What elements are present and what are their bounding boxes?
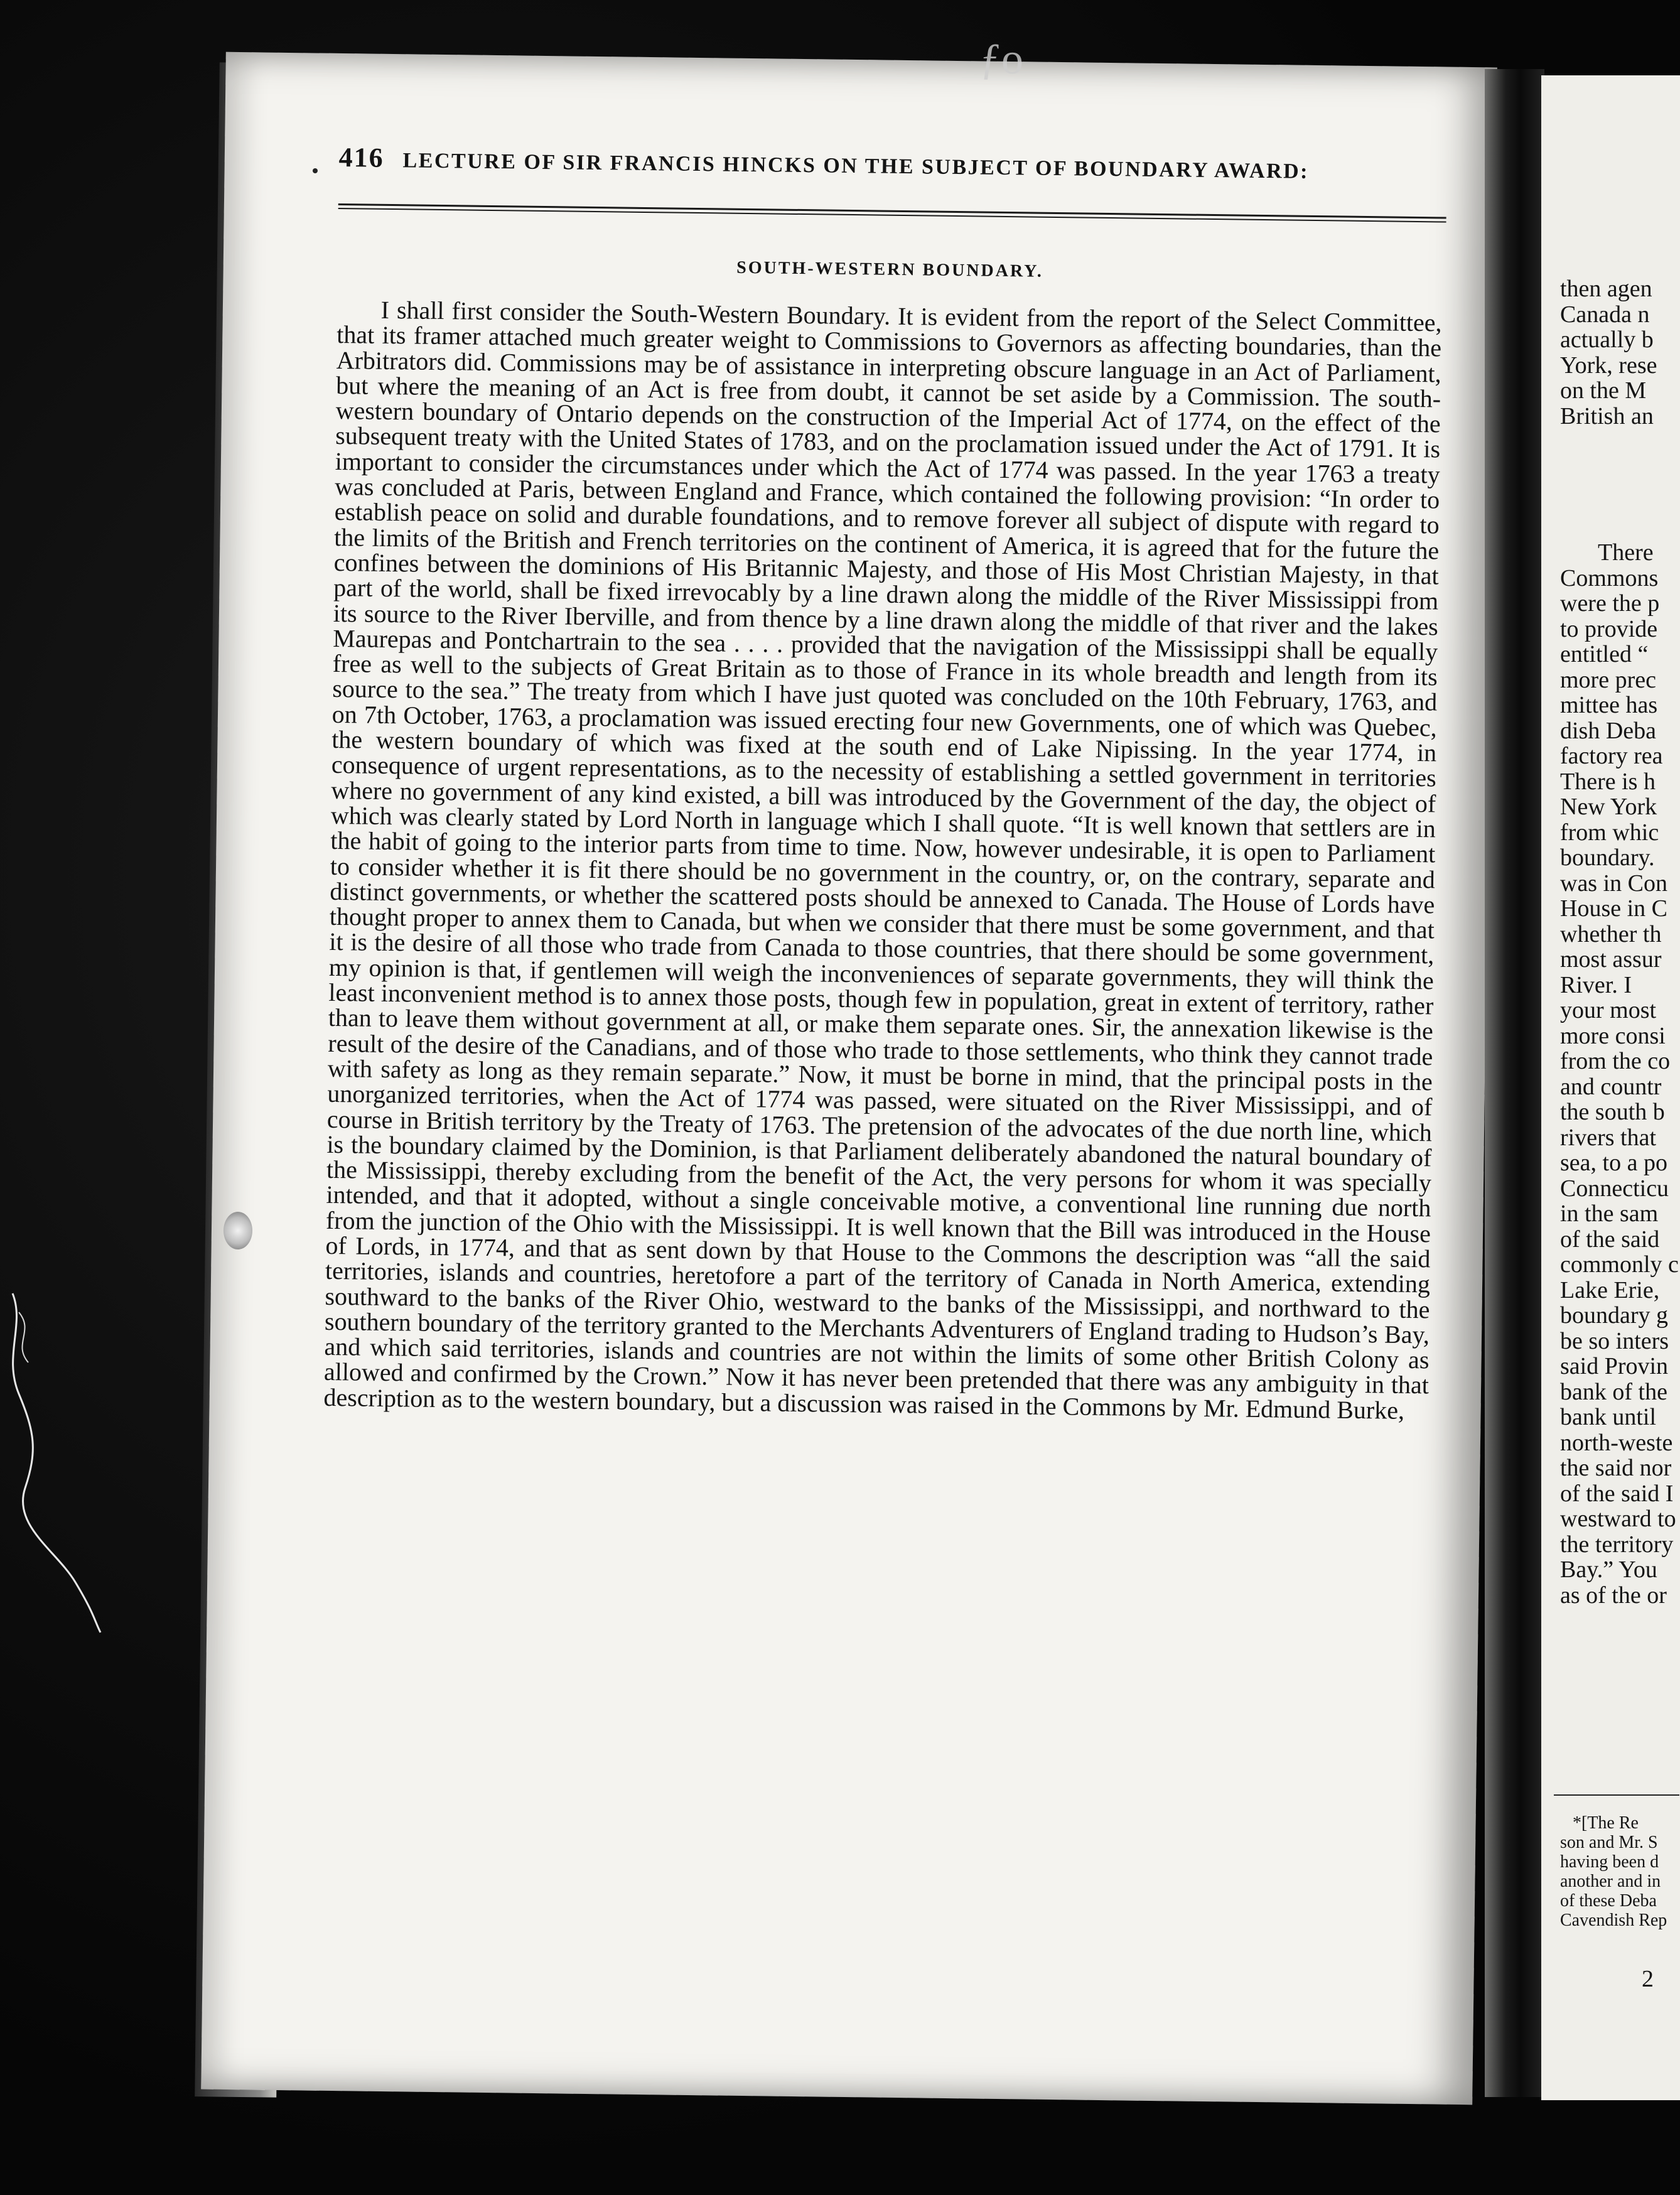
right-line: were the p [1560, 590, 1660, 617]
running-head-title: LECTURE OF SIR FRANCIS HINCKS ON THE SUBJECT OF BOUNDARY AWARD: [402, 149, 1310, 183]
right-line: boundary. [1560, 844, 1655, 871]
right-line: There [1598, 539, 1654, 566]
footnote-line: *[The Re [1573, 1813, 1639, 1833]
page-number: 416 [338, 141, 384, 173]
right-line: Bay.” You [1560, 1556, 1657, 1583]
right-line: most assur [1560, 946, 1662, 973]
right-line: of the said [1560, 1226, 1660, 1253]
book-gutter [1485, 69, 1544, 2097]
right-line: Connecticu [1560, 1175, 1669, 1202]
binding-hole [223, 1212, 252, 1249]
right-line: York, rese [1560, 352, 1657, 379]
scan-scratch-artifact: ƒo [979, 35, 1023, 84]
right-line: factory rea [1560, 743, 1663, 769]
right-line: the said nor [1560, 1455, 1672, 1481]
footnote-line: son and Mr. S [1560, 1833, 1658, 1852]
right-line: bank of the [1560, 1378, 1667, 1405]
right-page-main-lines [1560, 540, 1679, 1608]
right-line: Canada n [1560, 301, 1650, 328]
right-line: bank until [1560, 1404, 1657, 1430]
right-line: from whic [1560, 819, 1659, 846]
right-line: on the M [1560, 377, 1647, 404]
footnote-line: another and in [1560, 1872, 1661, 1891]
right-line: more consi [1560, 1022, 1666, 1049]
right-line: then agen [1560, 276, 1652, 302]
right-line: in the sam [1560, 1200, 1659, 1227]
right-line: and countr [1560, 1073, 1662, 1100]
right-line: Commons [1560, 564, 1659, 591]
right-line: sea, to a po [1560, 1150, 1667, 1176]
footnote-line: Cavendish Rep [1560, 1911, 1667, 1930]
page-content [323, 141, 1444, 1423]
right-line: actually b [1560, 326, 1654, 353]
header-double-rule [338, 203, 1446, 223]
right-line: as of the or [1560, 1582, 1667, 1609]
right-line: dish Deba [1560, 717, 1657, 744]
right-page-top-lines [1560, 276, 1657, 429]
footnote-line: of these Deba [1560, 1891, 1657, 1911]
right-page-fragment [1541, 75, 1680, 2100]
footnote-rule [1554, 1794, 1679, 1796]
right-line: New York [1560, 794, 1657, 820]
right-line: more prec [1560, 666, 1656, 693]
body-paragraph: I shall first consider the South-Western Boundary. It is evident from the report of the Select Committee, that its framer attached much greater weight to Commissions to Governors as affecting boundaries, than the Arbitrators did. Commissions may be of assistance in interpreting obscure language in an Act of Parliament, but where the meaning of an Act is free from doubt, it cannot be set aside by a Commission. The south-western boundary of Ontario depends on the construction of the Imperial Act of 1774, on the effect of the subsequent treaty with the United States of 1783, and on the proclamation issued under the Act of 1791. It is important to consider the circumstances under which the Act of 1774 was passed. In the year 1763 a treaty was concluded at Paris, between England and France, which contained the following provision: “In order to establish peace on solid and durable foundations, and to remove forever all subject of dispute with regard to the limits of the British and French territories on the continent of America, it is agreed that for the future the confines between the dominions of His Britannic Majesty, and those of His Most Christian Majesty, in that part of the world, shall be fixed irrevocably by a line drawn along the middle of the River Mississippi from its source to the River Iberville, and from thence by a line drawn along the middle of that river and the lakes Maurepas and Pontchartrain to the sea . . . . provided that the navigation of the Mississippi shall be equally free as well to the subjects of Great Britain as to those of France in its whole breadth and length from its source to the sea.” The treaty from which I have just quoted was concluded on the 10th February, 1763, and on 7th October, 1763, a proclamation was issued erecting four new Governments, one of which was Quebec, the western boundary of which was fixed at the south end of Lake Nipissing. In the year 1774, in consequence of urgent representations, as to the necessity of establishing a settled government in territories where no government of any kind existed, a bill was introduced by the Government of the day, the object of which was clearly stated by Lord North in language which I shall quote. “It is well known that settlers are in the habit of going to the interior parts from time to time. Now, however undesirable, it is open to Parliament to consider whether it is fit there should be no government in the country, or, on the contrary, separate and distinct governments, or whether the scattered posts should be annexed to Canada. The House of Lords have thought proper to annex them to Canada, but when we consider that there must be some government, and that it is the desire of all those who trade from Canada to those countries, that there should be some government, my opinion is that, if gentlemen will weigh the inconveniences of separate governments, they will think the least inconvenient method is to annex those posts, though few in population, great in extent of territory, rather than to leave them without government at all, or make them separate ones. Sir, the annexation likewise is the result of the desire of the Canadians, and of those who trade to those settlements, who think they cannot trade with safety as long as they remain separate.” Now, it must be borne in mind, that the principal posts in the unorganized territories, when the Act of 1774 was passed, were situated on the River Mississippi, and of course in British territory by the Treaty of 1763. The pretension of the advocates of the due north line, which is the boundary claimed by the Dominion, is that Parliament deliberately abandoned the natural boundary of the Mississippi, thereby excluding from the benefit of the Act, the very persons for whom it was specially intended, and that it adopted, without a single conceivable motive, a conventional line running due north from the junction of the Ohio with the Mississippi. It is well known that the Bill was introduced in the House of Lords, in 1774, and that as sent down by that House to the Commons the description was “all the said territories, islands and countries, heretofore a part of the territory of Canada in North America, extending southward to the banks of the River Ohio, westward to the banks of the Mississippi, and northward to the southern boundary of the territory granted to the Merchants Adventurers of England trading to Hudson’s Bay, and which said territories, islands and countries are not within the limits of some other British Colony as allowed and confirmed by the Crown.” Now it has never been pretended that there was any ambiguity in that description as to the western boundary, but a discussion was raised in the Commons by Mr. Edmund Burke, [323, 295, 1442, 1425]
right-line: Lake Erie, [1560, 1276, 1660, 1303]
right-page-footnote [1560, 1813, 1667, 1930]
right-line: north-weste [1560, 1429, 1673, 1456]
right-line: was in Con [1560, 870, 1667, 897]
footnote-line: having been d [1560, 1852, 1659, 1872]
right-line: westward to [1560, 1506, 1676, 1532]
right-line: British an [1560, 402, 1654, 429]
right-line: the south b [1560, 1099, 1665, 1125]
right-line: commonly c [1560, 1251, 1679, 1278]
right-line: boundary g [1560, 1302, 1669, 1329]
right-line: to provide [1560, 615, 1658, 642]
margin-tick-mark [313, 168, 318, 173]
loose-thread-artifact [0, 1287, 107, 1639]
right-line: your most [1560, 997, 1657, 1023]
right-line: entitled “ [1560, 641, 1649, 667]
right-line: said Provin [1560, 1353, 1669, 1379]
right-line: River. I [1560, 971, 1632, 998]
right-line: of the said I [1560, 1480, 1674, 1507]
right-line: rivers that [1560, 1124, 1657, 1151]
right-line: There is h [1560, 768, 1656, 795]
section-title: SOUTH-WESTERN BOUNDARY. [736, 257, 1044, 281]
right-line: House in C [1560, 895, 1667, 922]
right-line: whether th [1560, 920, 1662, 947]
right-page-signature-number: 2 [1642, 1966, 1654, 1992]
right-line: be so inters [1560, 1327, 1669, 1354]
right-line: mittee has [1560, 692, 1658, 718]
right-line: from the co [1560, 1048, 1671, 1074]
right-line: the territory [1560, 1531, 1674, 1558]
